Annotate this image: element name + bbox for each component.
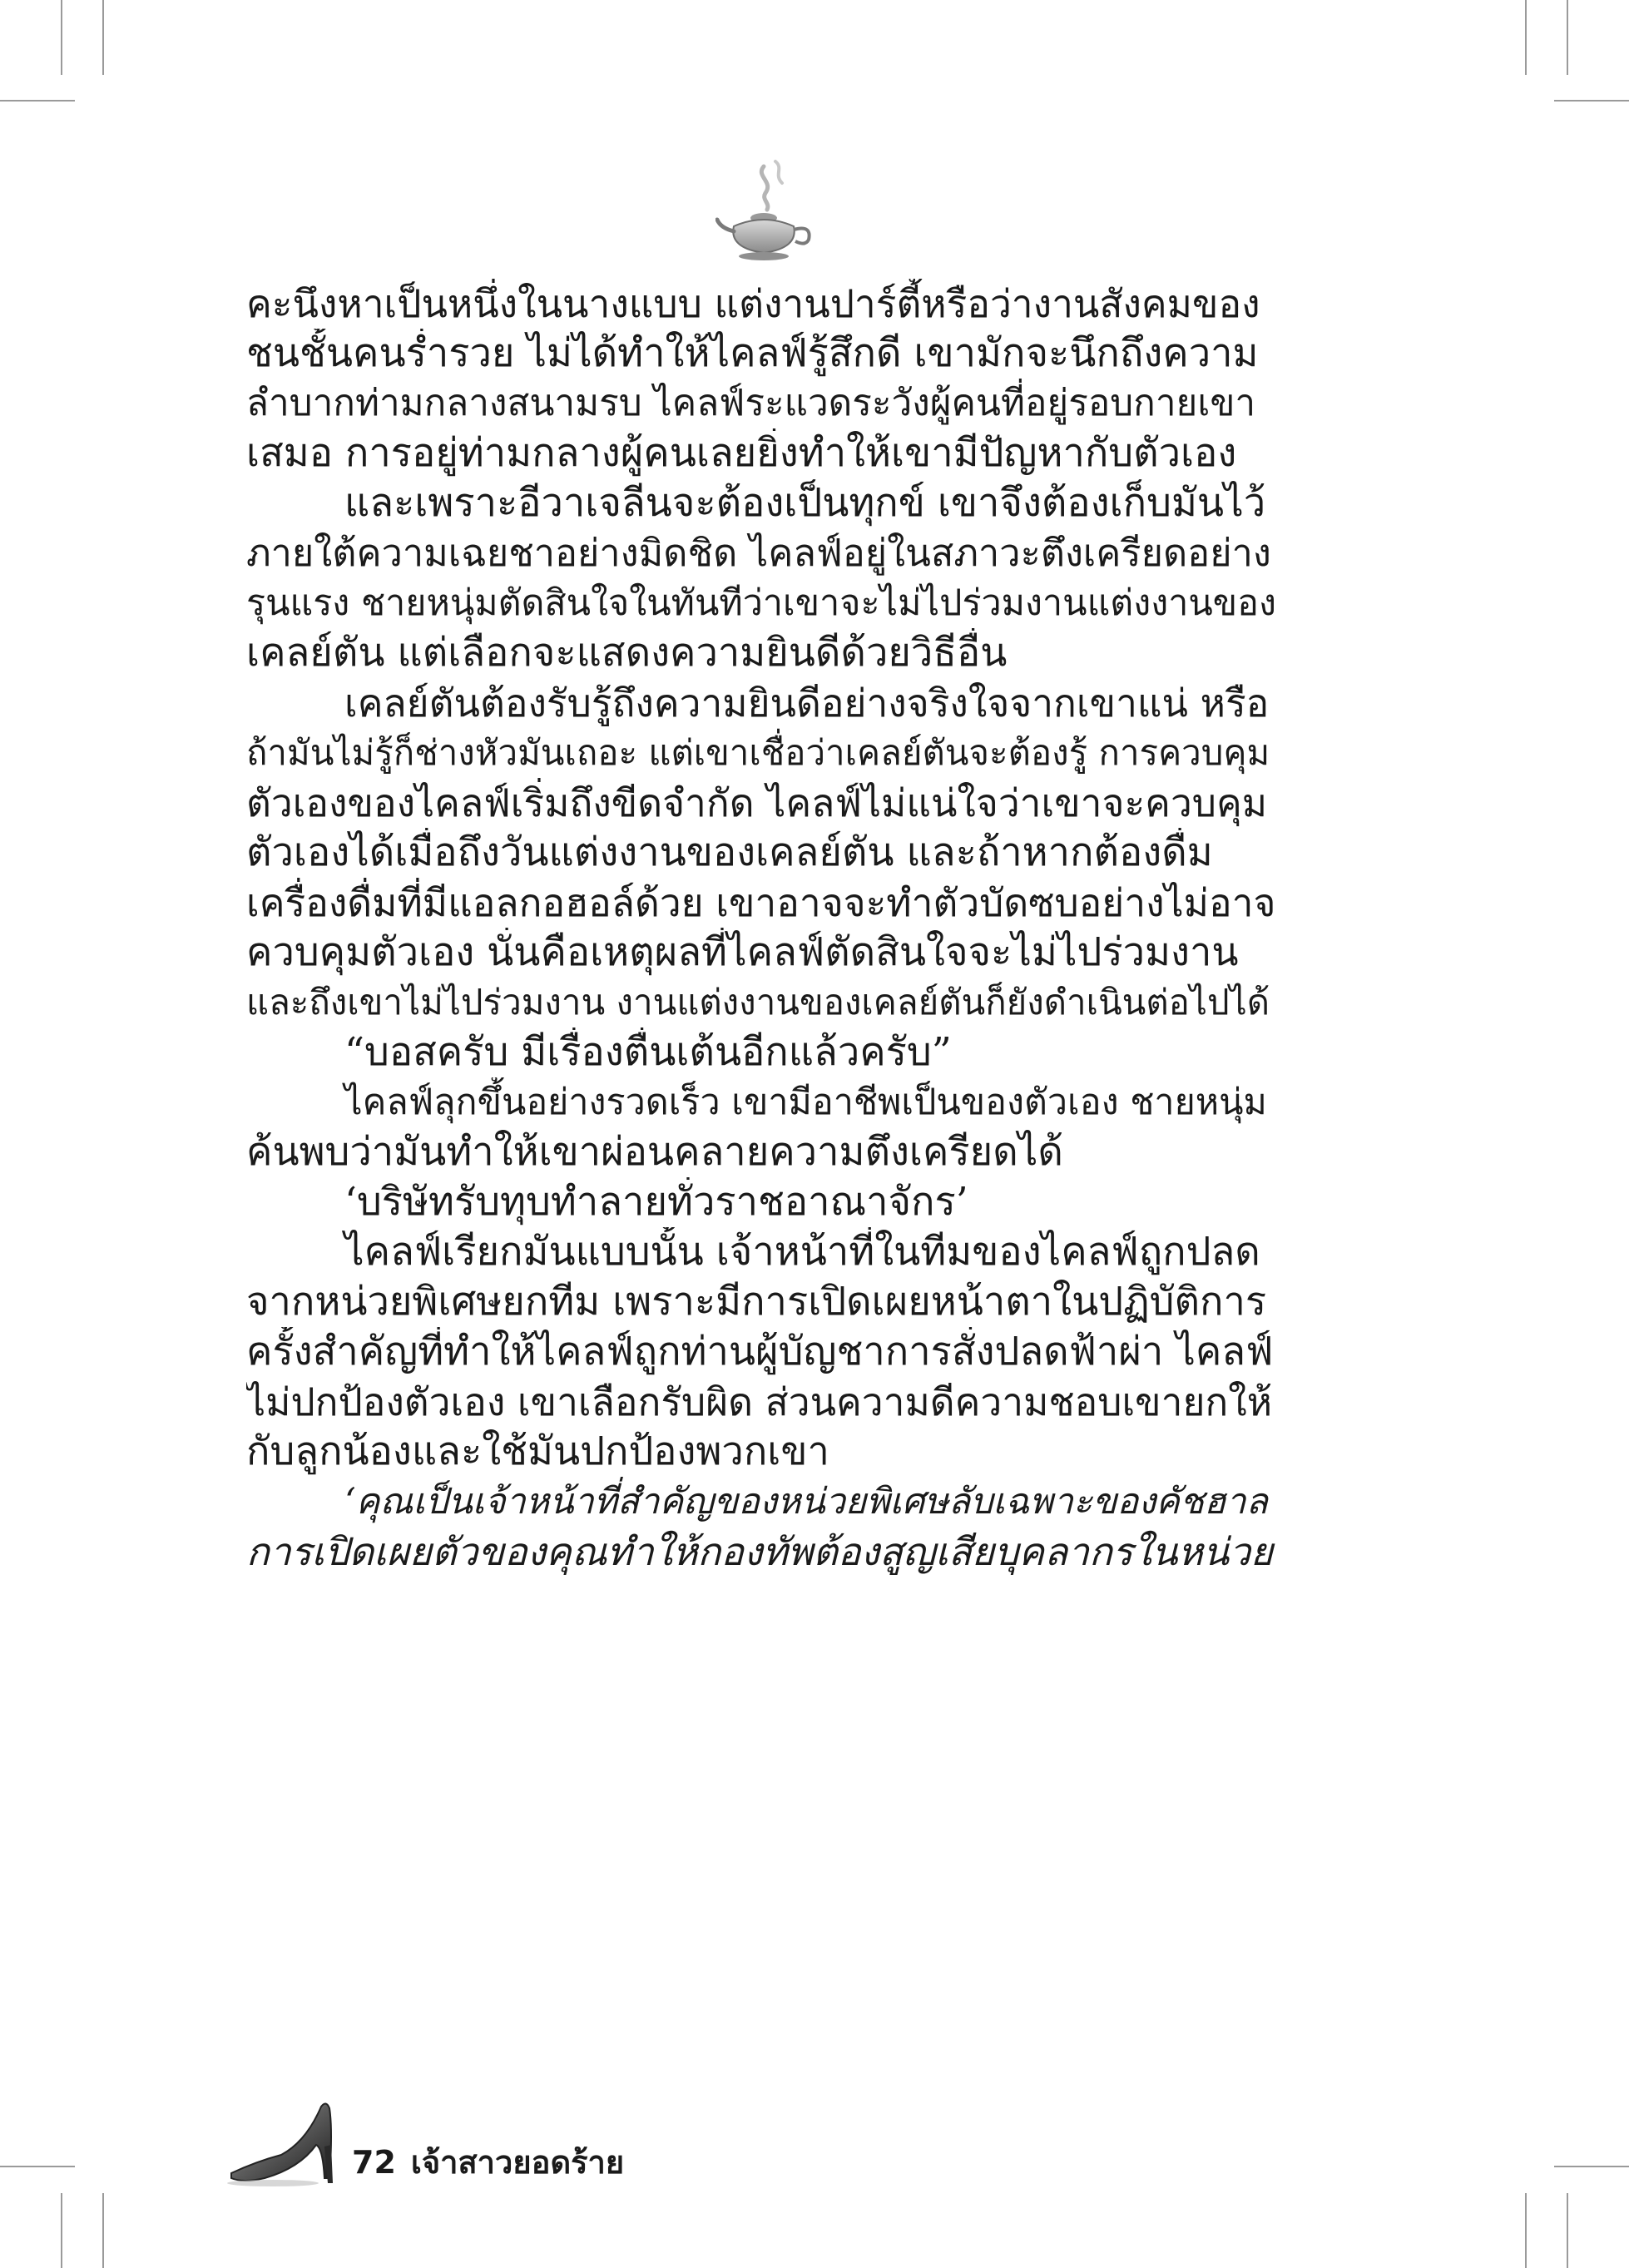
text-line: รุนแรง ชายหนุ่มตัดสินใจในทันทีว่าเขาจะไม่ไปร่วมงานแต่งงานของ: [246, 582, 1276, 624]
crop-mark: [1554, 100, 1629, 102]
page-number: 72: [352, 2144, 396, 2181]
crop-mark: [61, 2193, 62, 2268]
text-line: การเปิดเผยตัวของคุณทำให้กองทัพต้องสูญเสียบุคลากรในหน่วย: [246, 1529, 1274, 1574]
text-line: และถึงเขาไม่ไปร่วมงาน งานแต่งงานของเคลย์ตันก็ยังดำเนินต่อไปได้: [246, 982, 1270, 1023]
text-line: ไคลฟ์ลุกขึ้นอย่างรวดเร็ว เขามีอาชีพเป็นของตัวเอง ชายหนุ่ม: [344, 1082, 1267, 1123]
crop-mark: [0, 2166, 75, 2167]
text-line: คะนึงหาเป็นหนึ่งในนางแบบ แต่งานปาร์ตี้หรือว่างานสังคมของ: [246, 281, 1260, 326]
crop-mark: [102, 0, 104, 75]
text-line: กับลูกน้องและใช้มันปกป้องพวกเขา: [246, 1429, 829, 1474]
crop-mark: [0, 100, 75, 102]
text-line: ชนชั้นคนร่ำรวย ไม่ได้ทำให้ไคลฟ์รู้สึกดี เขามักจะนึกถึงความ: [246, 330, 1259, 376]
text-line: ถ้ามันไม่รู้ก็ช่างหัวมันเถอะ แต่เขาเชื่อว่าเคลย์ตันจะต้องรู้ การควบคุม: [246, 732, 1270, 773]
page-footer: [223, 2097, 972, 2196]
text-line: “บอสครับ มีเรื่องตื่นเต้นอีกแล้วครับ”: [344, 1029, 952, 1075]
text-line: ไม่ปกป้องตัวเอง เขาเลือกรับผิด ส่วนความดีความชอบเขายกให้: [246, 1379, 1273, 1424]
text-line: ค้นพบว่ามันทำให้เขาผ่อนคลายความตึงเครียดได้: [246, 1129, 1063, 1175]
crop-mark: [1525, 2193, 1527, 2268]
crop-mark: [1525, 0, 1527, 75]
text-line: จากหน่วยพิเศษยกทีม เพราะมีการเปิดเผยหน้าตาในปฏิบัติการ: [246, 1279, 1267, 1325]
text-line: ลำบากท่ามกลางสนามรบ ไคลฟ์ระแวดระวังผู้คนที่อยู่รอบกายเขา: [246, 382, 1256, 424]
text-line: เคลย์ตันต้องรับรู้ถึงความยินดีอย่างจริงใจจากเขาแน่ หรือ: [344, 681, 1270, 725]
crop-mark: [1567, 2193, 1568, 2268]
crop-mark: [1554, 2166, 1629, 2167]
text-line: ควบคุมตัวเอง นั่นคือเหตุผลที่ไคลฟ์ตัดสินใจจะไม่ไปร่วมงาน: [246, 929, 1239, 975]
crop-mark: [61, 0, 62, 75]
page-body-text: [246, 279, 1278, 1577]
text-line: ภายใต้ความเฉยชาอย่างมิดชิด ไคลฟ์อยู่ในสภาวะตึงเครียดอย่าง: [246, 531, 1271, 575]
crop-mark: [102, 2193, 104, 2268]
crop-mark: [1567, 0, 1568, 75]
text-line: ‘คุณเป็นเจ้าหน้าที่สำคัญของหน่วยพิเศษลับเฉพาะของคัชฮาล: [344, 1481, 1268, 1523]
text-line: ตัวเองของไคลฟ์เริ่มถึงขีดจำกัด ไคลฟ์ไม่แน่ใจว่าเขาจะควบคุม: [246, 780, 1268, 825]
text-line: ครั้งสำคัญที่ทำให้ไคลฟ์ถูกท่านผู้บัญชาการสั่งปลดฟ้าผ่า ไคลฟ์: [246, 1329, 1274, 1374]
book-title: เจ้าสาวยอดร้าย: [410, 2144, 625, 2181]
text-line: เคลย์ตัน แต่เลือกจะแสดงความยินดีด้วยวิธีอื่น: [246, 630, 1008, 676]
text-line: และเพราะอีวาเจลีนจะต้องเป็นทุกข์ เขาจึงต้องเก็บมันไว้: [344, 480, 1266, 526]
text-line: ‘บริษัทรับทุบทำลายทั่วราชอาณาจักร’: [344, 1179, 968, 1225]
text-line: เสมอ การอยู่ท่ามกลางผู้คนเลยยิ่งทำให้เขามีปัญหากับตัวเอง: [246, 430, 1237, 476]
running-footer: [352, 2137, 639, 2187]
high-heel-shoe-icon: [223, 2097, 348, 2188]
text-line: ตัวเองได้เมื่อถึงวันแต่งงานของเคลย์ตัน และถ้าหากต้องดื่ม: [246, 829, 1213, 875]
text-line: ไคลฟ์เรียกมันแบบนั้น เจ้าหน้าที่ในทีมของไคลฟ์ถูกปลด: [344, 1229, 1260, 1275]
text-line: เครื่องดื่มที่มีแอลกอฮอล์ด้วย เขาอาจจะทำตัวบัดซบอย่างไม่อาจ: [246, 880, 1276, 925]
teapot-icon: [715, 158, 815, 266]
